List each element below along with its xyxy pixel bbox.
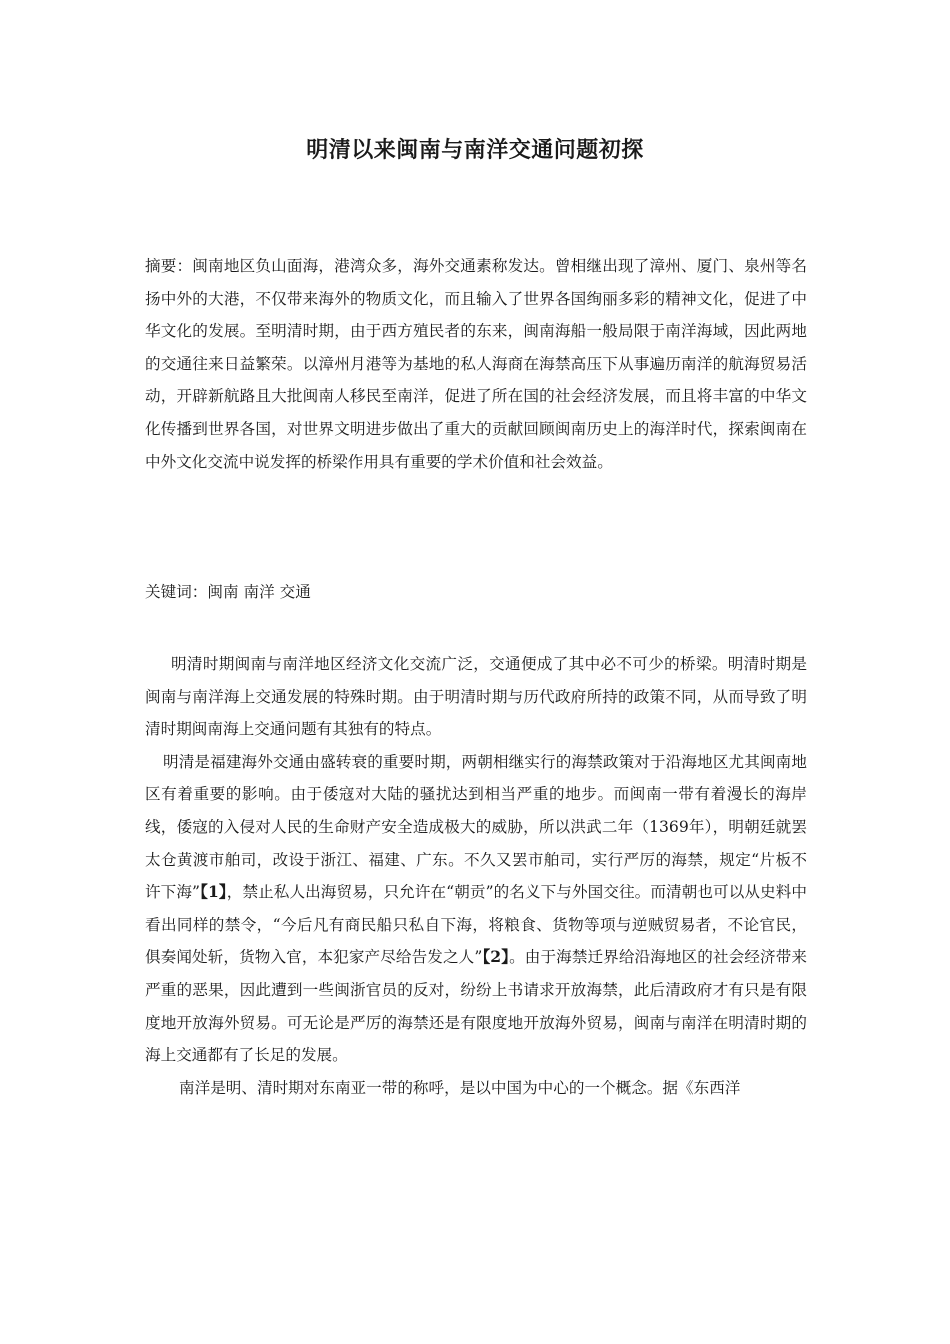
- body-paragraph-2-part-a: 明清是福建海外交通由盛转衰的重要时期，两朝相继实行的海禁政策对于沿海地区尤其闽南地区有着重要的影响。由于倭寇对大陆的骚扰达到相当严重的地步。而闽南一带有着漫长的海岸线，倭寇的入侵对人民的生命财产安全造成极大的威胁，所以洪武二年（1369年），明朝廷就罢太仓黄渡市舶司，改设于浙江、福建、广东。不久又罢市舶司，实行严厉的海禁，规定“片板不许下海”: [145, 752, 807, 902]
- keywords-text: 闽南 南洋 交通: [207, 583, 311, 601]
- body-paragraph-1: 明清时期闽南与南洋地区经济文化交流广泛，交通便成了其中必不可少的桥梁。明清时期是闽南与南洋海上交通发展的特殊时期。由于明清时期与历代政府所持的政策不同，从而导致了明清时期闽南海上交通问题有其独有的特点。: [145, 655, 807, 739]
- body-paragraph-2: [145, 746, 807, 1072]
- abstract-section: [145, 250, 807, 478]
- citation-ref-2: 【2】: [482, 947, 510, 967]
- keywords-section: [145, 576, 807, 609]
- document-title: 明清以来闽南与南洋交通问题初探: [306, 137, 644, 163]
- abstract-label: 摘要：: [145, 257, 193, 275]
- body-paragraph-3: 南洋是明、清时期对东南亚一带的称呼，是以中国为中心的一个概念。据《东西洋: [179, 1078, 741, 1097]
- keywords-label: 关键词：: [145, 583, 208, 601]
- abstract-paragraph: [145, 250, 807, 478]
- body-paragraph-2-part-c: 。由于海禁迁界给沿海地区的社会经济带来严重的恶果，因此遭到一些闽浙官员的反对，纷纷上书请求开放海禁，此后清政府才有只是有限度地开放海外贸易。可无论是严厉的海禁还是有限度地开放海外贸易，闽南与南洋在明清时期的海上交通都有了长足的发展。: [145, 948, 807, 1065]
- body-paragraph-2-part-b: ，禁止私人出海贸易，只允许在“朝贡”的名义下与外国交往。而清朝也可以从史料中看出同样的禁令，“今后凡有商民船只私自下海，将粮食、货物等项与逆贼贸易者，不论官民，俱奏闻处斩，货物入官，本犯家产尽给告发之人”: [145, 883, 807, 967]
- body-section: [145, 648, 807, 1104]
- keywords-paragraph: [145, 576, 807, 609]
- abstract-text: 闽南地区负山面海，港湾众多，海外交通素称发达。曾相继出现了漳州、厦门、泉州等名扬中外的大港，不仅带来海外的物质文化，而且输入了世界各国绚丽多彩的精神文化，促进了中华文化的发展。至明清时期，由于西方殖民者的东来，闽南海船一般局限于南洋海域，因此两地的交通往来日益繁荣。以漳州月港等为基地的私人海商在海禁高压下从事遍历南洋的航海贸易活动，开辟新航路且大批闽南人移民至南洋，促进了所在国的社会经济发展，而且将丰富的中华文化传播到世界各国，对世界文明进步做出了重大的贡献回顾闽南历史上的海洋时代，探索闽南在中外文化交流中说发挥的桥梁作用具有重要的学术价值和社会效益。: [145, 257, 807, 471]
- citation-ref-1: 【1】: [200, 882, 227, 902]
